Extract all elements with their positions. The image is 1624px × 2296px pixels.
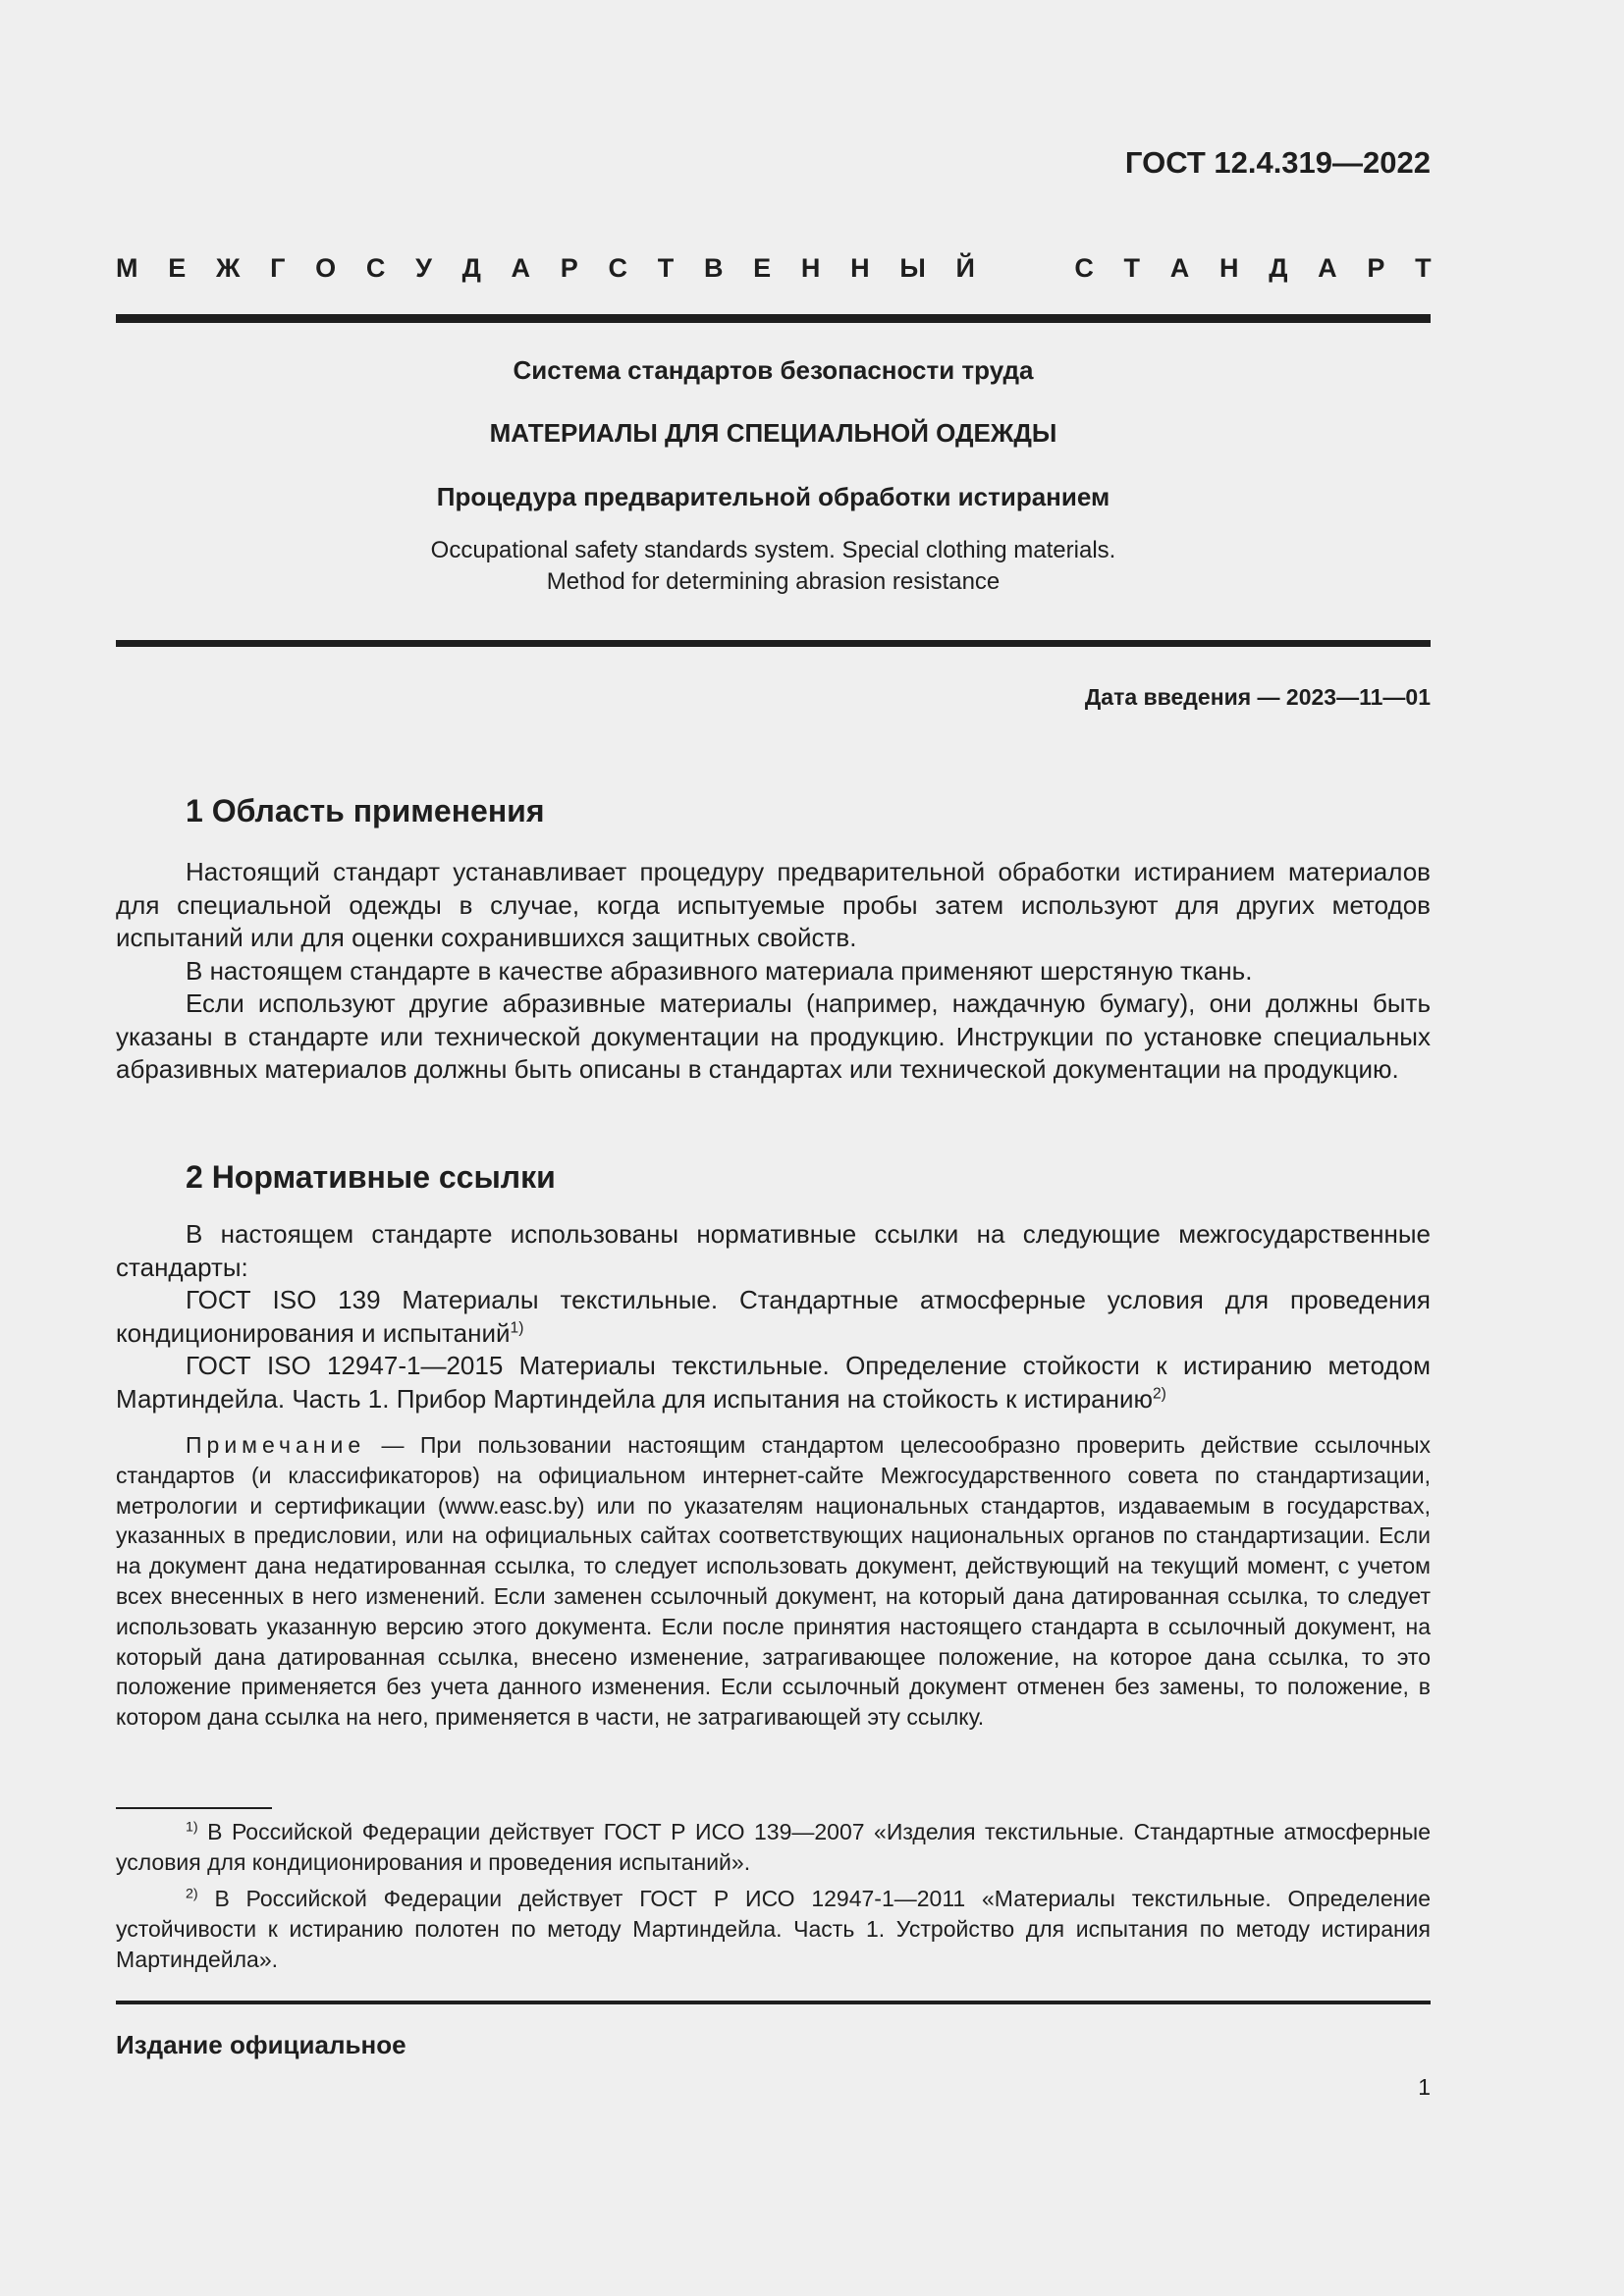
footnote-marker: 2) bbox=[1153, 1384, 1166, 1402]
document-number: ГОСТ 12.4.319—2022 bbox=[1124, 145, 1431, 180]
english-title-line-1: Occupational safety standards system. Special clothing materials. bbox=[430, 537, 1116, 563]
standard-type-letter: У bbox=[415, 253, 432, 283]
standard-type-letter: А bbox=[1318, 253, 1337, 283]
standard-type-letter: А bbox=[1169, 253, 1190, 283]
english-title-line-2: Method for determining abrasion resistance bbox=[546, 568, 1001, 595]
standard-type-letter: М bbox=[116, 253, 138, 283]
standard-type-letter: О bbox=[315, 253, 337, 283]
footnote-rule bbox=[116, 1807, 272, 1809]
standard-type-letter: Д bbox=[461, 253, 481, 283]
reference-item bbox=[116, 1350, 1431, 1415]
standard-type-letter: Д bbox=[1269, 253, 1288, 283]
bottom-rule bbox=[116, 2001, 1431, 2004]
footnote-item bbox=[116, 1817, 1431, 1878]
standard-type-heading bbox=[116, 252, 1432, 284]
reference-text: ГОСТ ISO 12947-1—2015 Материалы текстильные. Определение стойкости к истиранию методом Мартиндейла. Часть 1. Прибор Мартиндейла для испытания на стойкость к истиранию bbox=[116, 1351, 1431, 1414]
footnote-marker: 1) bbox=[510, 1318, 524, 1336]
title-divider-rule bbox=[116, 640, 1431, 647]
standard-type-letter: Т bbox=[657, 253, 675, 283]
section-2-intro: В настоящем стандарте использованы нормативные ссылки на следующие межгосударственные стандарты: bbox=[116, 1219, 1431, 1282]
standard-type-letter: Е bbox=[168, 253, 187, 283]
standard-type-letter: Т bbox=[1415, 253, 1432, 283]
introduction-date: Дата введения — 2023—11—01 bbox=[1084, 684, 1431, 710]
note-label: Примечание bbox=[186, 1432, 366, 1458]
standard-type-letter: Р bbox=[1367, 253, 1385, 283]
section-1-heading: 1 Область применения bbox=[186, 793, 545, 828]
footnote-mark: 2) bbox=[186, 1886, 198, 1902]
subtitle: Процедура предварительной обработки истиранием bbox=[436, 482, 1110, 511]
footnotes bbox=[116, 1817, 1431, 1981]
edition-label: Издание официальное bbox=[116, 2030, 406, 2059]
note-text: — При пользовании настоящим стандартом целесообразно проверить действие ссылочных стандартов (и классификаторов) на официальном интернет-сайте Межгосударственного совета по стандартизации, метрологии и сертификации (www.easc.by) или по указателям национальных стандартов, издаваемым в государствах, указанных в предисловии, или на официальных сайтах соответствующих национальных органов по стандартизации. Если на документ дана недатированная ссылка, то следует использовать документ, действующий на текущий момент, с учетом всех внесенных в него изменений. Если заменен ссылочный документ, на который дана датированная ссылка, то следует использовать указанную версию этого документа. Если после принятия настоящего стандарта в ссылочный документ, на который дана датированная ссылка, внесено изменение, затрагивающее положение, на которое дана ссылка, то это положение применяется без учета данного изменения. Если ссылочный документ отменен без замены, то положение, в котором дана ссылка на него, применяется в части, не затрагивающей эту ссылку. bbox=[116, 1432, 1431, 1731]
section-1-body bbox=[116, 856, 1431, 1087]
standard-type-letter: Т bbox=[1123, 253, 1141, 283]
section-1-paragraph: В настоящем стандарте в качестве абразивного материала применяют шерстяную ткань. bbox=[186, 955, 1253, 986]
footnote-mark: 1) bbox=[186, 1819, 198, 1836]
top-rule bbox=[116, 314, 1431, 323]
section-2-body bbox=[116, 1218, 1431, 1415]
english-title bbox=[116, 535, 1431, 598]
word-gap bbox=[1005, 252, 1045, 284]
standard-type-letter: Ж bbox=[215, 253, 241, 283]
footnote-text: В Российской Федерации действует ГОСТ Р ИСО 139—2007 «Изделия текстильные. Стандартные атмосферные условия для кондиционирования и проведения испытаний». bbox=[116, 1819, 1431, 1875]
section-1-paragraph: Настоящий стандарт устанавливает процедуру предварительной обработки истиранием материалов для специальной одежды в случае, когда испытуемые пробы затем используют для других методов испытаний или для оценки сохранившихся защитных свойств. bbox=[116, 857, 1431, 952]
standard-type-letter: А bbox=[511, 253, 531, 283]
standard-type-letter: Н bbox=[800, 253, 821, 283]
reference-text: ГОСТ ISO 139 Материалы текстильные. Стандартные атмосферные условия для проведения кондиционирования и испытаний bbox=[116, 1285, 1431, 1348]
standard-type-letter: Е bbox=[753, 253, 772, 283]
section-2-heading: 2 Нормативные ссылки bbox=[186, 1159, 556, 1195]
standard-type-letter: Р bbox=[560, 253, 578, 283]
standard-type-letter: Ы bbox=[899, 253, 926, 283]
standard-type-letter: Н bbox=[850, 253, 870, 283]
standard-type-letter: Г bbox=[270, 253, 286, 283]
reference-item bbox=[116, 1284, 1431, 1350]
standard-type-letter: С bbox=[608, 253, 627, 283]
footnote-text: В Российской Федерации действует ГОСТ Р ИСО 12947-1—2011 «Материалы текстильные. Определение устойчивости к истиранию полотен по методу Мартиндейла. Часть 1. Устройство для испытания по методу истирания Мартиндейла». bbox=[116, 1886, 1431, 1972]
system-title: Система стандартов безопасности труда bbox=[513, 355, 1034, 385]
standard-type-letter: Н bbox=[1218, 253, 1239, 283]
footnote-item bbox=[116, 1884, 1431, 1975]
standard-type-letter: С bbox=[365, 253, 386, 283]
main-title: МАТЕРИАЛЫ ДЛЯ СПЕЦИАЛЬНОЙ ОДЕЖДЫ bbox=[489, 418, 1057, 448]
standard-type-letter: В bbox=[703, 253, 724, 283]
note-paragraph bbox=[116, 1430, 1431, 1733]
standard-type-letter: С bbox=[1074, 253, 1094, 283]
page-number: 1 bbox=[1418, 2074, 1431, 2100]
section-1-paragraph: Если используют другие абразивные материалы (например, наждачную бумагу), они должны быть указаны в стандарте или технической документации на продукцию. Инструкции по установке специальных абразивных материалов должны быть описаны в стандартах или технической документации на продукцию. bbox=[116, 988, 1431, 1084]
standard-type-letter: Й bbox=[955, 253, 975, 283]
